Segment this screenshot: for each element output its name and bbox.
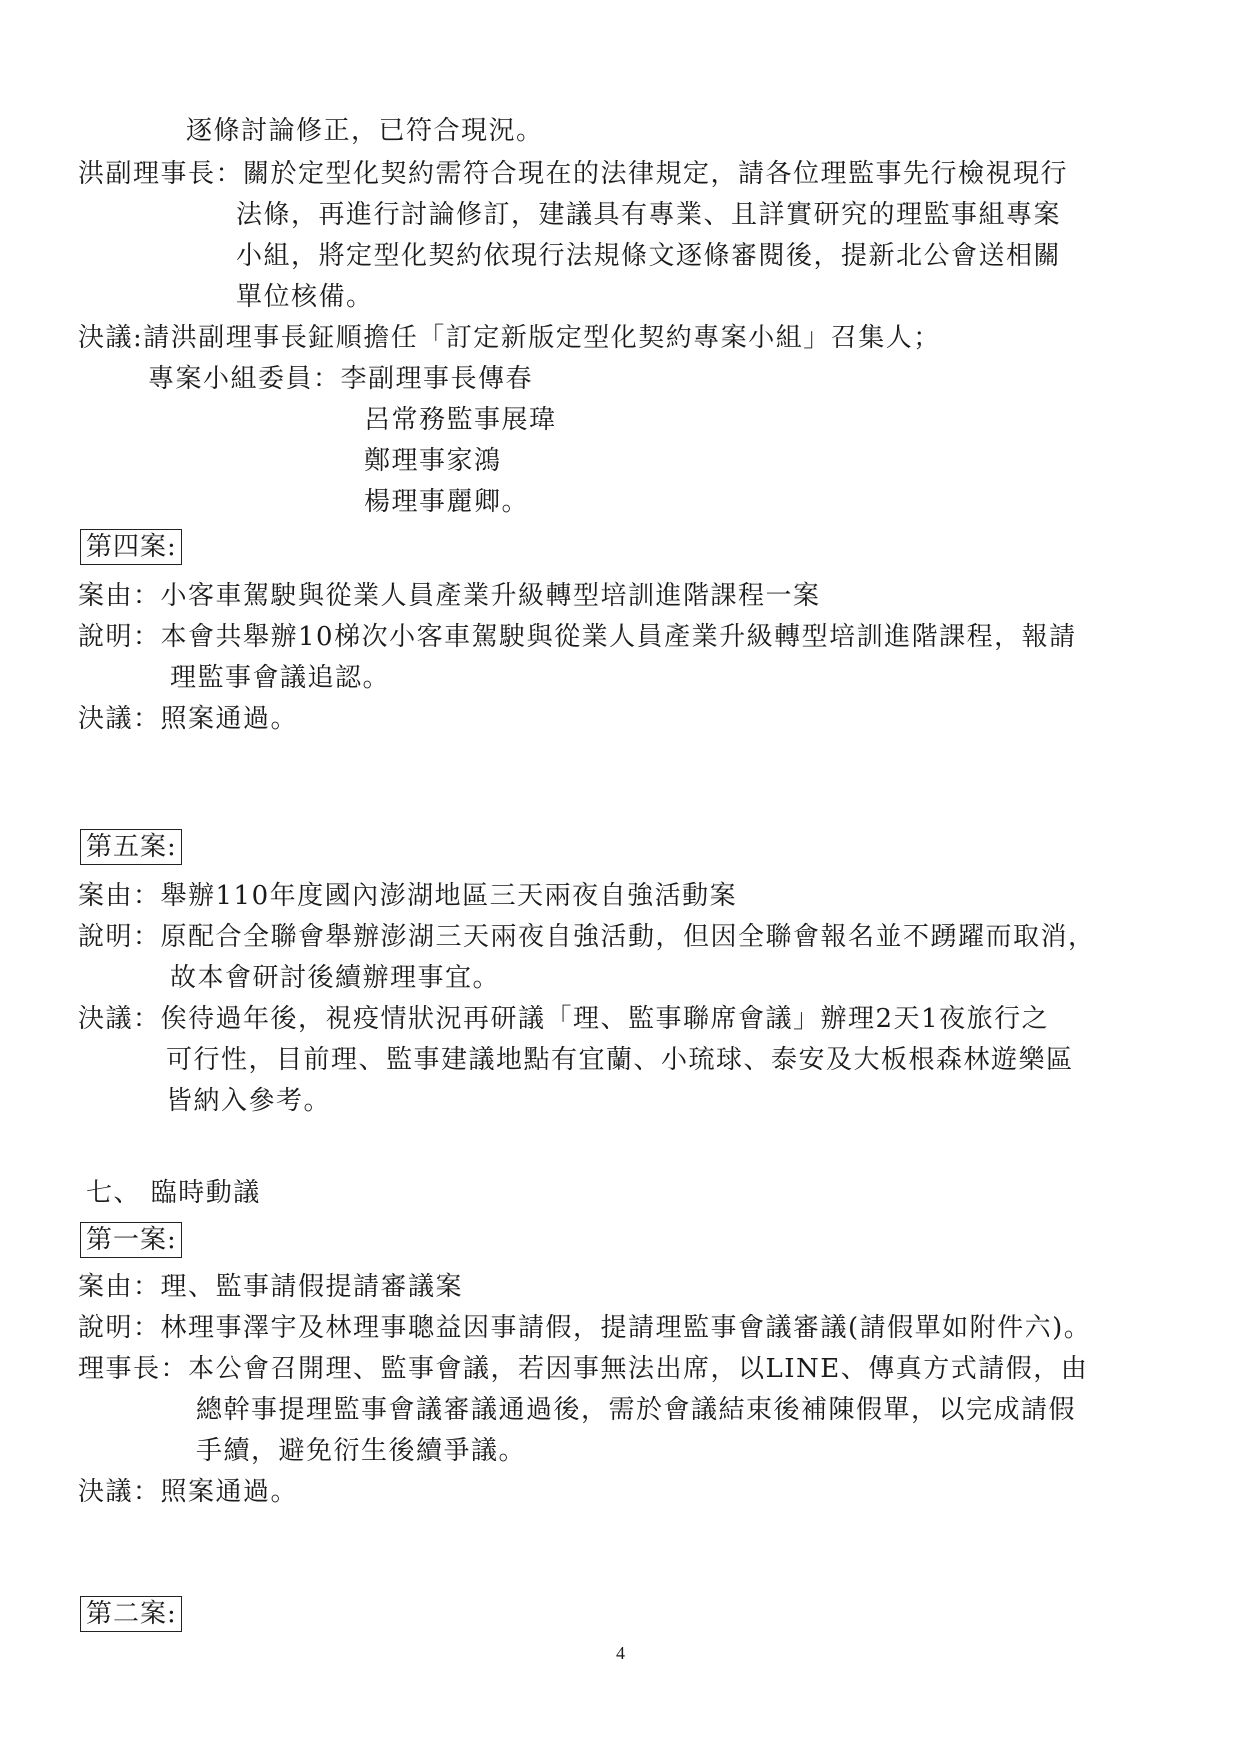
text-line: 決議：照案通過。 bbox=[78, 704, 299, 734]
text-line: 總幹事提理監事會議審議通過後，需於會議結束後補陳假單，以完成請假 bbox=[196, 1395, 1077, 1425]
section-heading: 第二案: bbox=[80, 1596, 182, 1632]
text-line: 說明：原配合全聯會舉辦澎湖三天兩夜自強活動，但因全聯會報名並不踴躍而取消， bbox=[78, 922, 1096, 952]
text-line: 單位核備。 bbox=[236, 282, 374, 312]
section-heading: 第五案: bbox=[80, 829, 182, 865]
text-line: 專案小組委員：李副理事長傳春 bbox=[148, 364, 534, 394]
text-line: 案由：理、監事請假提請審議案 bbox=[78, 1272, 464, 1302]
text-line: 呂常務監事展瑋 bbox=[364, 405, 557, 435]
text-line: 案由：小客車駕駛與從業人員產業升級轉型培訓進階課程一案 bbox=[78, 581, 821, 611]
section-heading: 第四案: bbox=[80, 529, 182, 565]
text-line: 故本會研討後續辦理事宜。 bbox=[170, 963, 501, 993]
text-line: 逐條討論修正，已符合現況。 bbox=[186, 116, 544, 146]
text-line: 手續，避免衍生後續爭議。 bbox=[196, 1436, 527, 1466]
page-number: 4 bbox=[616, 1643, 625, 1663]
text-line: 決議：俟待過年後，視疫情狀況再研議「理、監事聯席會議」辦理2天1夜旅行之 bbox=[78, 1004, 1050, 1034]
text-line: 法條，再進行討論修訂，建議具有專業、且詳實研究的理監事組專案 bbox=[236, 200, 1062, 230]
text-line: 鄭理事家鴻 bbox=[364, 446, 502, 476]
text-line: 小組，將定型化契約依現行法規條文逐條審閱後，提新北公會送相關 bbox=[236, 241, 1062, 271]
text-line: 理監事會議追認。 bbox=[170, 663, 391, 693]
text-line: 皆納入參考。 bbox=[166, 1086, 332, 1116]
text-line: 說明：林理事澤宇及林理事聰益因事請假，提請理監事會議審議(請假單如附件六)。 bbox=[78, 1313, 1092, 1343]
text-line: 決議:請洪副理事長鉦順擔任「訂定新版定型化契約專案小組」召集人； bbox=[78, 323, 941, 353]
section-title: 七、 臨時動議 bbox=[86, 1178, 261, 1208]
text-line: 楊理事麗卿。 bbox=[364, 487, 530, 517]
section-heading: 第一案: bbox=[80, 1222, 182, 1258]
text-line: 案由：舉辦110年度國內澎湖地區三天兩夜自強活動案 bbox=[78, 881, 738, 911]
text-line: 理事長：本公會召開理、監事會議，若因事無法出席，以LINE、傳真方式請假，由 bbox=[78, 1354, 1089, 1384]
text-line: 說明：本會共舉辦10梯次小客車駕駛與從業人員產業升級轉型培訓進階課程，報請 bbox=[78, 622, 1077, 652]
text-line: 決議：照案通過。 bbox=[78, 1477, 299, 1507]
text-line: 可行性，目前理、監事建議地點有宜蘭、小琉球、泰安及大板根森林遊樂區 bbox=[166, 1045, 1074, 1075]
text-line: 洪副理事長：關於定型化契約需符合現在的法律規定，請各位理監事先行檢視現行 bbox=[78, 159, 1069, 189]
